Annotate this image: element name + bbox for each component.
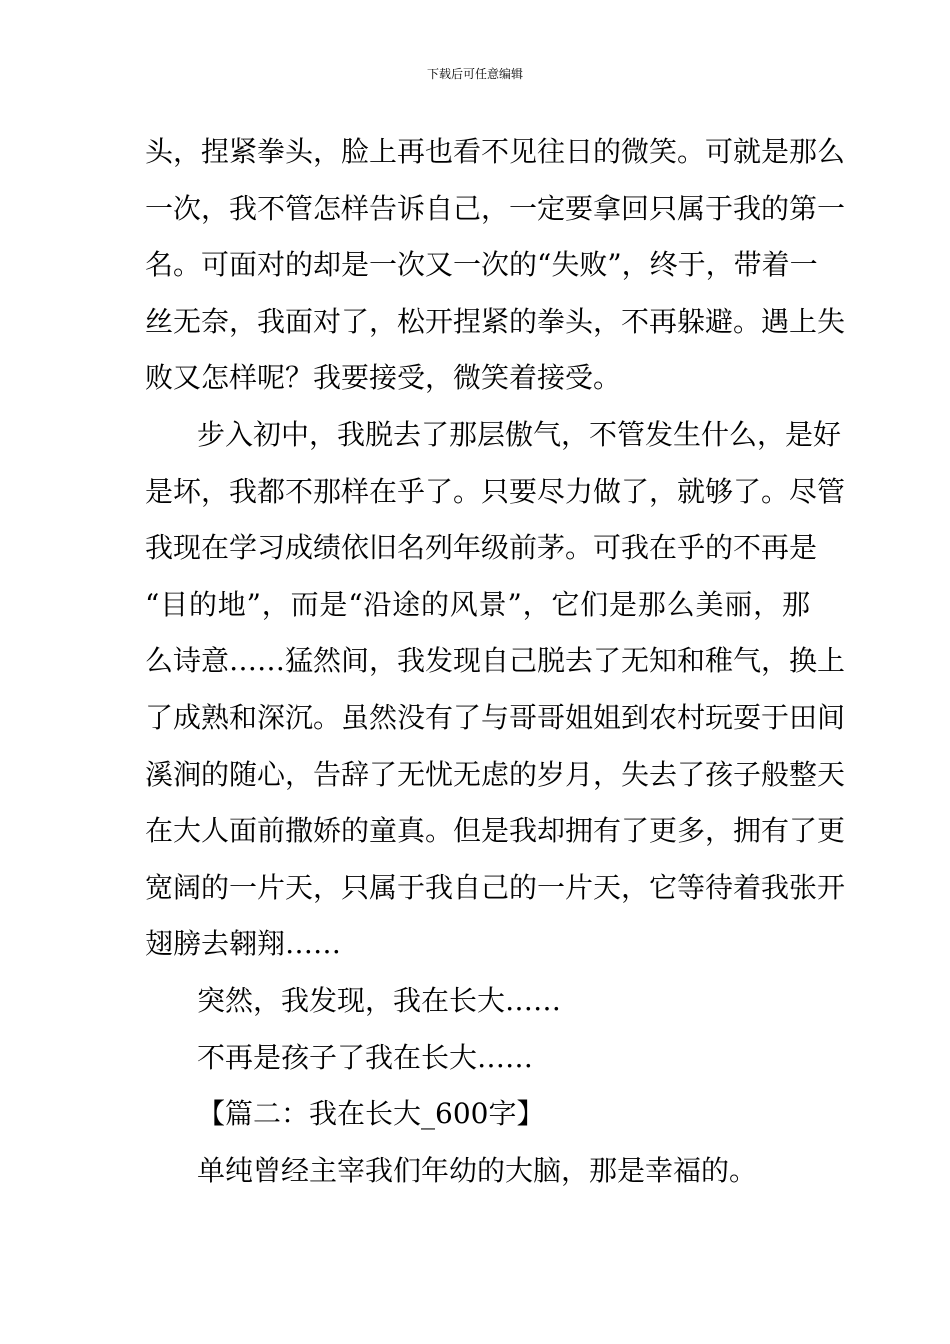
text-line: 在大人面前撒娇的童真。但是我却拥有了更多，拥有了更 <box>145 814 846 848</box>
paragraph <box>145 1143 810 1200</box>
paragraph <box>145 407 846 973</box>
text-line: 么诗意……猛然间，我发现自己脱去了无知和稚气，换上 <box>145 644 846 678</box>
text-line: 翅膀去翱翔…… <box>145 927 342 961</box>
text-line: 我现在学习成绩依旧名列年级前茅。可我在乎的不再是 <box>145 531 818 565</box>
text-line: 头，捏紧拳头，脸上再也看不见往日的微笑。可就是那么 <box>145 135 846 168</box>
text-line: 步入初中，我脱去了那层傲气，不管发生什么，是好 <box>197 417 842 451</box>
page-header: 下载后可任意编辑 <box>426 67 523 81</box>
paragraph <box>145 973 810 1030</box>
text-line: 了成熟和深沉。虽然没有了与哥哥姐姐到农村玩耍于田间 <box>145 700 846 734</box>
text-line: 不再是孩子了我在长大…… <box>197 1040 534 1074</box>
text-line: 单纯曾经主宰我们年幼的大脑，那是幸福的。 <box>197 1153 758 1187</box>
text-line: 丝无奈，我面对了，松开捏紧的拳头，不再躲避。遇上失 <box>145 304 846 338</box>
text-line: 突然，我发现，我在长大…… <box>197 983 562 1017</box>
document-body <box>145 124 846 1199</box>
section-heading <box>145 1086 810 1143</box>
text-line: 名。可面对的却是一次又一次的“失败”，终于，带着一 <box>145 248 818 282</box>
paragraph <box>145 1030 810 1087</box>
text-line: 【篇二：我在长大_600字】 <box>197 1097 545 1131</box>
text-line: 宽阔的一片天，只属于我自己的一片天，它等待着我张开 <box>145 870 846 904</box>
text-line: 一次，我不管怎样告诉自己，一定要拿回只属于我的第一 <box>145 191 846 225</box>
text-line: 溪涧的随心，告辞了无忧无虑的岁月，失去了孩子般整天 <box>145 757 846 791</box>
text-line: 是坏，我都不那样在乎了。只要尽力做了，就够了。尽管 <box>145 474 846 508</box>
paragraph <box>145 124 846 407</box>
text-line: 败又怎样呢？我要接受，微笑着接受。 <box>145 361 622 395</box>
text-line: “目的地”，而是“沿途的风景”，它们是那么美丽，那 <box>145 587 810 621</box>
